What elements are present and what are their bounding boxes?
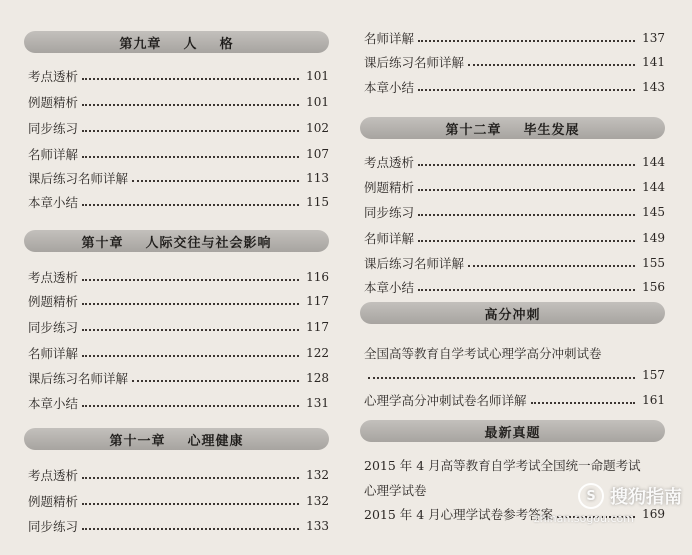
entry-label: 考点透析 xyxy=(364,155,415,170)
entry-label: 名师详解 xyxy=(28,147,79,162)
entry-label: 例题精析 xyxy=(28,294,79,309)
dot-leader xyxy=(82,528,299,530)
dot-leader xyxy=(418,289,635,291)
toc-entry[interactable] xyxy=(364,277,665,297)
entry-label: 例题精析 xyxy=(28,494,79,509)
page-number: 131 xyxy=(306,396,329,410)
entry-label: 2015 年 4 月心理学试卷参考答案 xyxy=(364,507,554,522)
dot-leader xyxy=(82,503,299,505)
toc-entry-title[interactable]: 全国高等教育自学考试心理学高分冲刺试卷 xyxy=(364,346,602,361)
toc-entry[interactable] xyxy=(364,177,665,197)
page-number: 132 xyxy=(306,494,329,508)
page-number: 107 xyxy=(306,147,329,161)
entry-label: 同步练习 xyxy=(28,320,79,335)
page-number: 113 xyxy=(306,171,329,185)
entry-label: 考点透析 xyxy=(28,270,79,285)
dot-leader xyxy=(368,377,635,379)
page-number: 101 xyxy=(306,69,329,83)
page-number: 133 xyxy=(306,519,329,533)
dot-leader xyxy=(418,240,635,242)
entry-label: 例题精析 xyxy=(28,95,79,110)
entry-label: 课后练习名师详解 xyxy=(28,371,129,386)
page-number: 144 xyxy=(642,155,665,169)
page-number: 161 xyxy=(642,393,665,407)
toc-entry[interactable] xyxy=(28,168,329,188)
dot-leader xyxy=(82,130,299,132)
toc-entry[interactable] xyxy=(28,516,329,536)
watermark-text: 搜狗指南 xyxy=(610,487,682,508)
page-number: 116 xyxy=(306,270,329,284)
page-number: 157 xyxy=(642,368,665,382)
entry-label: 本章小结 xyxy=(28,195,79,210)
entry-label: 考点透析 xyxy=(28,69,79,84)
page-number: 143 xyxy=(642,80,665,94)
dot-leader xyxy=(82,104,299,106)
toc-entry[interactable] xyxy=(28,267,329,287)
dot-leader xyxy=(82,156,299,158)
toc-entry[interactable] xyxy=(28,368,329,388)
entry-label: 课后练习名师详解 xyxy=(364,55,465,70)
dot-leader xyxy=(82,279,299,281)
dot-leader xyxy=(82,477,299,479)
page-number: 132 xyxy=(306,468,329,482)
dot-leader xyxy=(418,214,635,216)
dot-leader xyxy=(468,64,635,66)
toc-entry[interactable] xyxy=(364,77,665,97)
sprint-heading: 高分冲刺 xyxy=(360,302,665,324)
page-number: 122 xyxy=(306,346,329,360)
sogou-watermark xyxy=(578,483,682,509)
entry-label: 同步练习 xyxy=(28,519,79,534)
page-number: 137 xyxy=(642,31,665,45)
toc-entry[interactable] xyxy=(28,66,329,86)
page-number: 101 xyxy=(306,95,329,109)
dot-leader xyxy=(418,89,635,91)
search-s-icon: S xyxy=(578,483,604,509)
chapter-11-heading: 第十一章 心理健康 xyxy=(24,428,329,450)
toc-entry[interactable] xyxy=(364,390,665,410)
toc-entry-title-cont[interactable]: 心理学试卷 xyxy=(364,483,427,498)
page-number: 144 xyxy=(642,180,665,194)
page-number: 102 xyxy=(306,121,329,135)
dot-leader xyxy=(132,180,299,182)
dot-leader xyxy=(531,402,635,404)
toc-entry-title[interactable]: 2015 年 4 月高等教育自学考试全国统一命题考试 xyxy=(364,458,641,473)
toc-entry[interactable] xyxy=(364,228,665,248)
page-number: 156 xyxy=(642,280,665,294)
toc-entry[interactable] xyxy=(364,365,665,385)
page-number: 169 xyxy=(642,507,665,521)
toc-entry[interactable] xyxy=(28,491,329,511)
toc-entry[interactable] xyxy=(28,92,329,112)
toc-entry[interactable] xyxy=(28,291,329,311)
chapter-9-heading: 第九章 人 格 xyxy=(24,31,329,53)
entry-label: 同步练习 xyxy=(364,205,415,220)
dot-leader xyxy=(82,204,299,206)
toc-entry[interactable] xyxy=(364,202,665,222)
entry-label: 考点透析 xyxy=(28,468,79,483)
dot-leader xyxy=(82,329,299,331)
toc-entry[interactable] xyxy=(28,192,329,212)
toc-entry[interactable] xyxy=(28,343,329,363)
dot-leader xyxy=(468,265,635,267)
dot-leader xyxy=(132,380,299,382)
latest-exams-heading: 最新真题 xyxy=(360,420,665,442)
toc-entry[interactable] xyxy=(28,144,329,164)
toc-entry[interactable] xyxy=(28,118,329,138)
entry-label: 例题精析 xyxy=(364,180,415,195)
entry-label: 名师详解 xyxy=(28,346,79,361)
dot-leader xyxy=(418,164,635,166)
toc-entry[interactable] xyxy=(364,52,665,72)
toc-entry[interactable] xyxy=(364,152,665,172)
page-number: 141 xyxy=(642,55,665,69)
page-number: 115 xyxy=(306,195,329,209)
dot-leader xyxy=(418,40,635,42)
dot-leader xyxy=(82,303,299,305)
entry-label: 课后练习名师详解 xyxy=(364,256,465,271)
page-number: 128 xyxy=(306,371,329,385)
entry-label: 同步练习 xyxy=(28,121,79,136)
page-number: 149 xyxy=(642,231,665,245)
toc-entry[interactable] xyxy=(28,465,329,485)
dot-leader xyxy=(82,405,299,407)
entry-label: 名师详解 xyxy=(364,31,415,46)
toc-entry[interactable] xyxy=(364,253,665,273)
dot-leader xyxy=(82,78,299,80)
entry-label: 本章小结 xyxy=(28,396,79,411)
toc-entry[interactable] xyxy=(28,317,329,337)
entry-label: 本章小结 xyxy=(364,280,415,295)
page-number: 117 xyxy=(306,294,329,308)
chapter-10-heading: 第十章 人际交往与社会影响 xyxy=(24,230,329,252)
dot-leader xyxy=(418,189,635,191)
page-number: 117 xyxy=(306,320,329,334)
watermark-url: zhinan.sogou.com xyxy=(533,512,634,525)
page-number: 155 xyxy=(642,256,665,270)
entry-label: 课后练习名师详解 xyxy=(28,171,129,186)
entry-label: 心理学高分冲刺试卷名师详解 xyxy=(364,393,527,408)
chapter-12-heading: 第十二章 毕生发展 xyxy=(360,117,665,139)
entry-label: 名师详解 xyxy=(364,231,415,246)
page-number: 145 xyxy=(642,205,665,219)
dot-leader xyxy=(82,355,299,357)
toc-entry[interactable] xyxy=(364,28,665,48)
entry-label: 本章小结 xyxy=(364,80,415,95)
toc-entry[interactable] xyxy=(28,393,329,413)
